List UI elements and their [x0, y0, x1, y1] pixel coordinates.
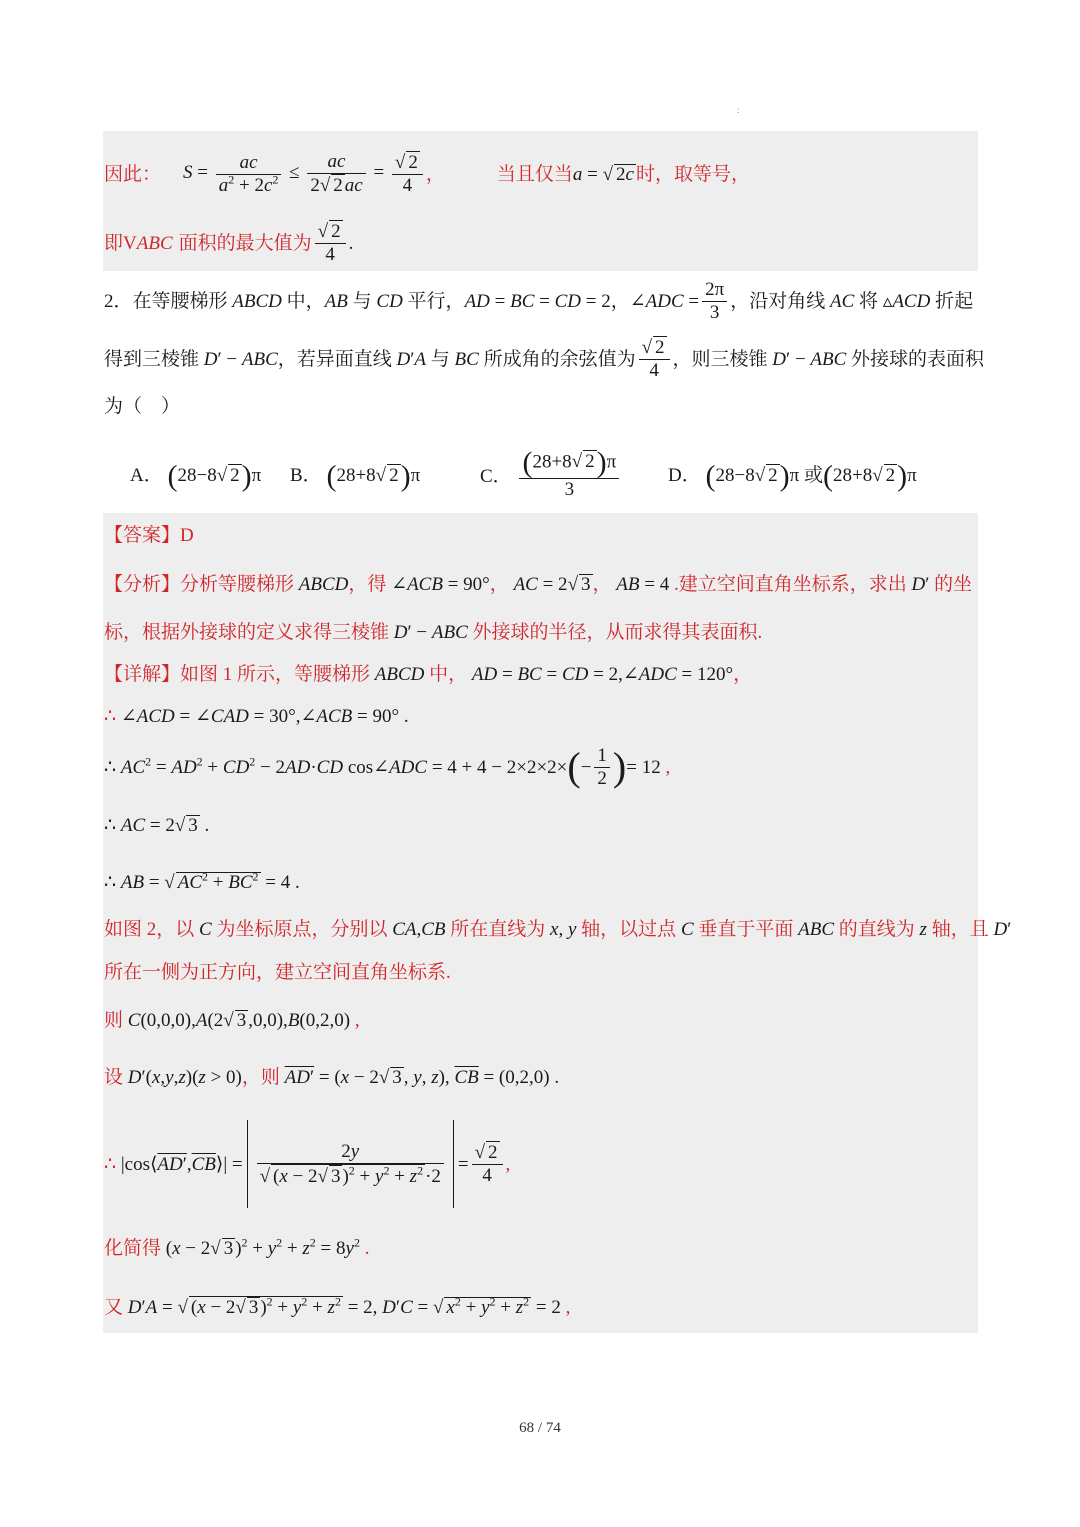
- area-inequality: S = $\frac{ac}{a^2 + 2c^2}$ ≤ $\frac{ac}{2 √ 2 ac}$ = √ $\frac{2}{4}$: [183, 151, 426, 197]
- detail-line-1: 【详解】如图 1 所示，等腰梯形 ABCD 中， AD = BC = CD = 2,∠ADC = 120°，: [104, 664, 753, 685]
- vectors-line: 设 D′(x,y,z)(z > 0)，则 AD′ = (x − 2 √ 3 , y, z), $\overline{CB} = (0,2,0)$ .: [104, 1067, 559, 1087]
- page-number: 68 / 74: [519, 1420, 561, 1436]
- top-line-1: 因此： S = $\frac{ac}{a^2 + 2c^2}$ ≤ $\frac{ac}{2 √ 2 ac}$ = √ $\frac{2}{4}$ ， 当且仅当 a = √ 2c 时，取等号，: [104, 148, 750, 200]
- cos-equation: ∴ $|\cos⟨AD',\overline{CB}⟩|$ = 2y √ (x − 2 √ 3 )$^2 + y^2 + z^2 \cdot 2$ = √ $\frac{2}{4}$ ,: [104, 1118, 510, 1210]
- points-line: 则 C(0,0,0),A(2 √ 3 ,0,0),B(0,2,0) ,: [104, 1010, 360, 1030]
- coord-line-2: 所在一侧为正方向，建立空间直角坐标系.: [104, 962, 451, 983]
- question-line-2: 得到三棱锥 D′ − ABC，若异面直线 D′A 与 BC 所成角的余弦值为 √ $\frac{2}{4}$ ，则三棱锥 D′ − ABC 外接球的表面积: [104, 334, 984, 384]
- option-c[interactable]: C． $\frac{(28+8 √ 2)\pi}{3}$: [480, 448, 622, 501]
- answer-tag: 【答案】: [104, 525, 181, 546]
- analysis-line-1: 【分析】分析等腰梯形 ABCD，得 ∠ACB = 90°， AC = 2 √ 3 ， AB = 4 .建立空间直角坐标系，求出 D′ 的坐: [104, 574, 972, 594]
- step-1: ∴ ∠ACD = ∠CAD = 30°,∠ACB = 90° .: [104, 706, 409, 727]
- question-line-3: 为（ ）: [104, 396, 181, 417]
- step-3: ∴ AC = 2 √ 3 .: [104, 815, 209, 835]
- simplify-line: 化简得 (x − 2 √ 3 )$^2 + y^2 + z^2 = 8y^2$ .: [104, 1238, 369, 1258]
- option-d[interactable]: D． (28−8 √ 2)π 或(28+8 √ 2)π: [668, 460, 917, 492]
- header-mark: ∶: [737, 106, 740, 116]
- step-4: ∴ AB = √ $AC^2 + BC^2 = 4$ .: [104, 872, 300, 892]
- options-row: [130, 448, 990, 500]
- equality-condition: 当且仅当: [496, 163, 573, 185]
- therefore-label: 因此：: [104, 163, 162, 185]
- max-area-text: 即: [104, 232, 124, 254]
- analysis-line-2: 标，根据外接球的定义求得三棱锥 D′ − ABC 外接球的半径，从而求得其表面积.: [104, 622, 763, 643]
- option-a[interactable]: A． (28−8 √ 2)π: [130, 460, 261, 492]
- option-b[interactable]: B． (28+8 √ 2)π: [290, 460, 420, 492]
- top-line-2: 即 VABC 面积的最大值为 √ $\frac{2}{4}$ .: [104, 218, 353, 268]
- coord-line-1: 如图 2，以 C 为坐标原点，分别以 CA,CB 所在直线为 x, y 轴，以过点 C 垂直于平面 ABC 的直线为 z 轴，且 D′: [104, 919, 1012, 940]
- answer-value: D: [180, 525, 194, 546]
- step-2: ∴ $AC^2 = AD^2 + CD^2 - 2AD\cdot CD$ cos∠ADC = 4 + 4 − 2×2×2× ( − $\frac{1}{2}$ ) = 12 ,: [104, 744, 671, 789]
- answer-line: [104, 526, 194, 545]
- also-line: 又 D′A = √ (x − 2 √ 3 )$^2 + y^2 + z^2 = 2$, D′C = √ $x^2 + y^2 + z^2 = 2$ ,: [104, 1296, 570, 1317]
- question-line-1: 2． 在等腰梯形 ABCD 中，AB 与 CD 平行，AD = BC = CD = 2，∠ADC = $\frac{2\pi}{3}$ ，沿对角线 AC 将 ▵ACD 折起: [104, 278, 974, 323]
